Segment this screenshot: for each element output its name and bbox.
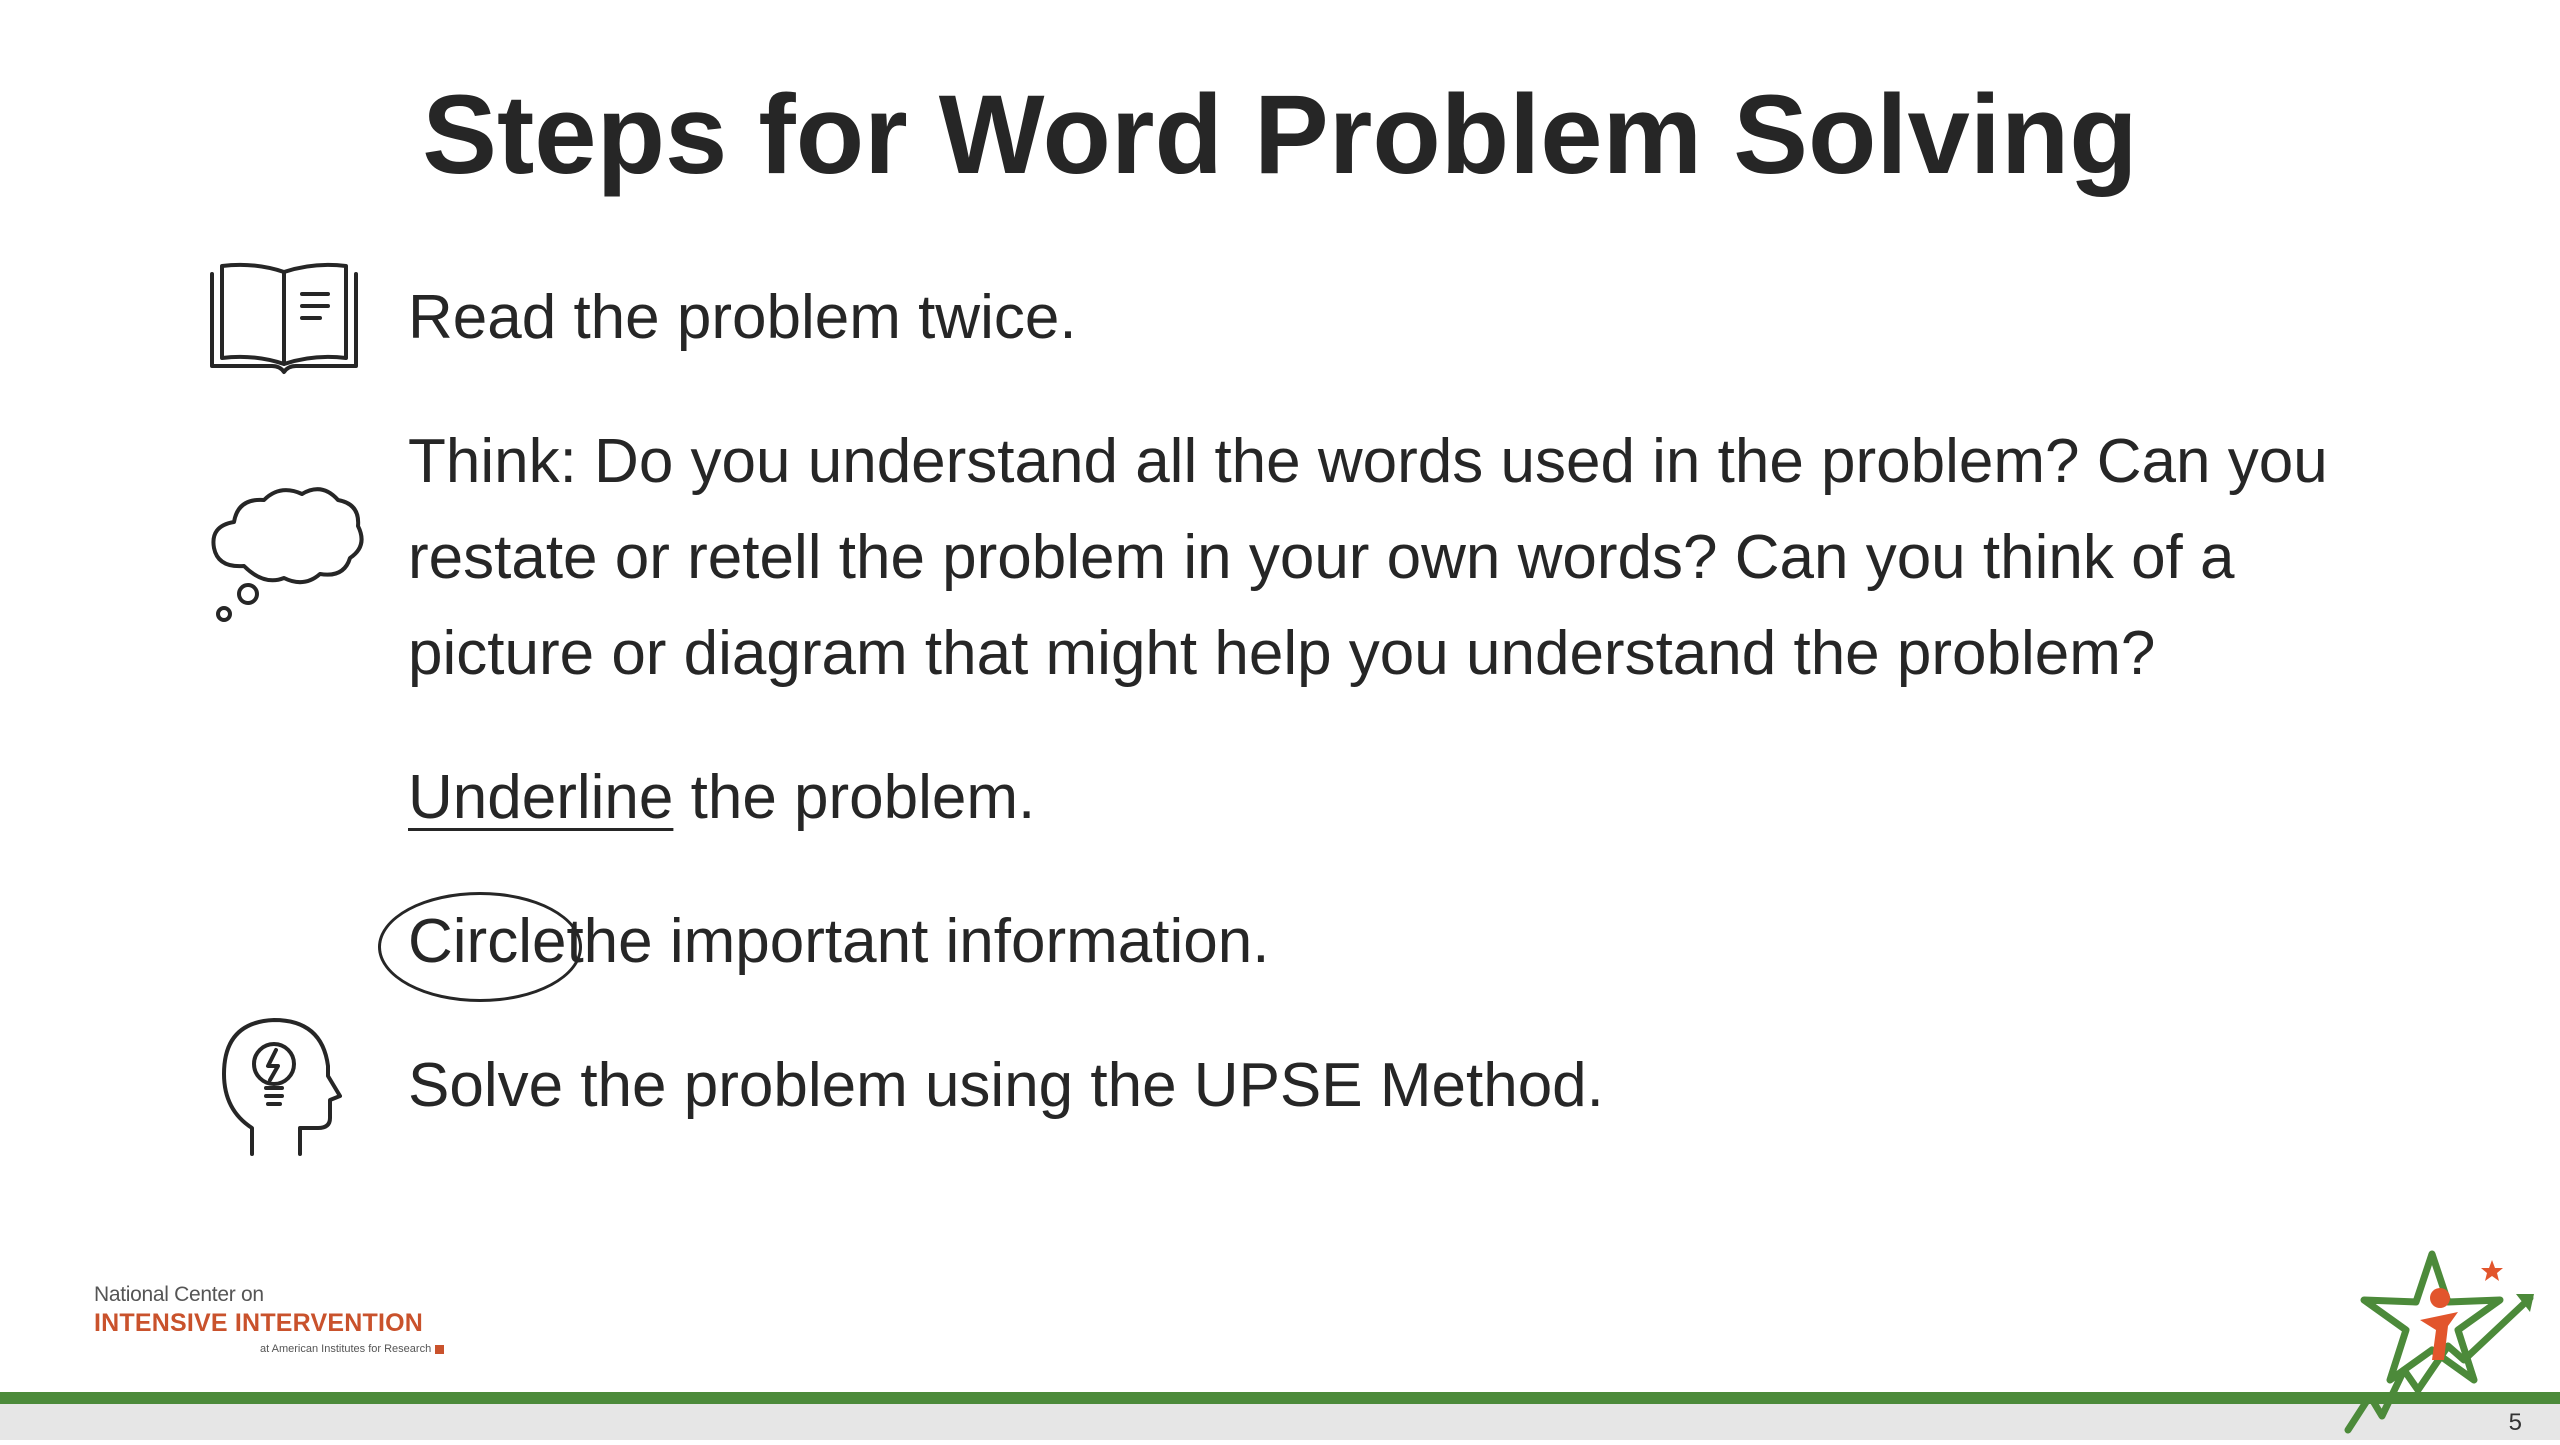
logo-line1: National Center on	[94, 1283, 264, 1306]
open-book-icon	[208, 260, 360, 378]
step-underline-text	[408, 750, 2408, 846]
slide-title: Steps for Word Problem Solving	[422, 72, 2138, 197]
footer-gray-bar	[0, 1404, 2560, 1440]
step-circle-text	[408, 894, 2408, 990]
logo-square-icon	[435, 1345, 444, 1354]
circle-keyword-wrapper	[408, 894, 566, 990]
footer-green-bar	[0, 1392, 2560, 1404]
circle-rest: the important information.	[566, 907, 1270, 976]
thought-cloud-icon	[204, 478, 364, 626]
underline-keyword: Underline	[408, 763, 674, 832]
circle-keyword: Circle	[408, 907, 567, 976]
underline-rest: the problem.	[673, 763, 1036, 832]
logo-line3-text: at American Institutes for Research	[260, 1343, 432, 1355]
step-read-text: Read the problem twice.	[408, 283, 1077, 352]
logo-line3	[260, 1342, 444, 1356]
circle-mark-icon	[378, 892, 582, 1002]
head-lightbulb-icon	[218, 1014, 342, 1156]
step-solve-text: Solve the problem using the UPSE Method.	[408, 1051, 1604, 1120]
nci-logo	[94, 1282, 514, 1362]
step-think-text: Think: Do you understand all the words used in the problem? Can you restate or retell the problem in your own words? Can you think of a picture or diagram that might help you understand the problem?	[408, 427, 2328, 688]
page-number: 5	[2508, 1409, 2522, 1436]
logo-line2: INTENSIVE INTERVENTION	[94, 1309, 423, 1337]
